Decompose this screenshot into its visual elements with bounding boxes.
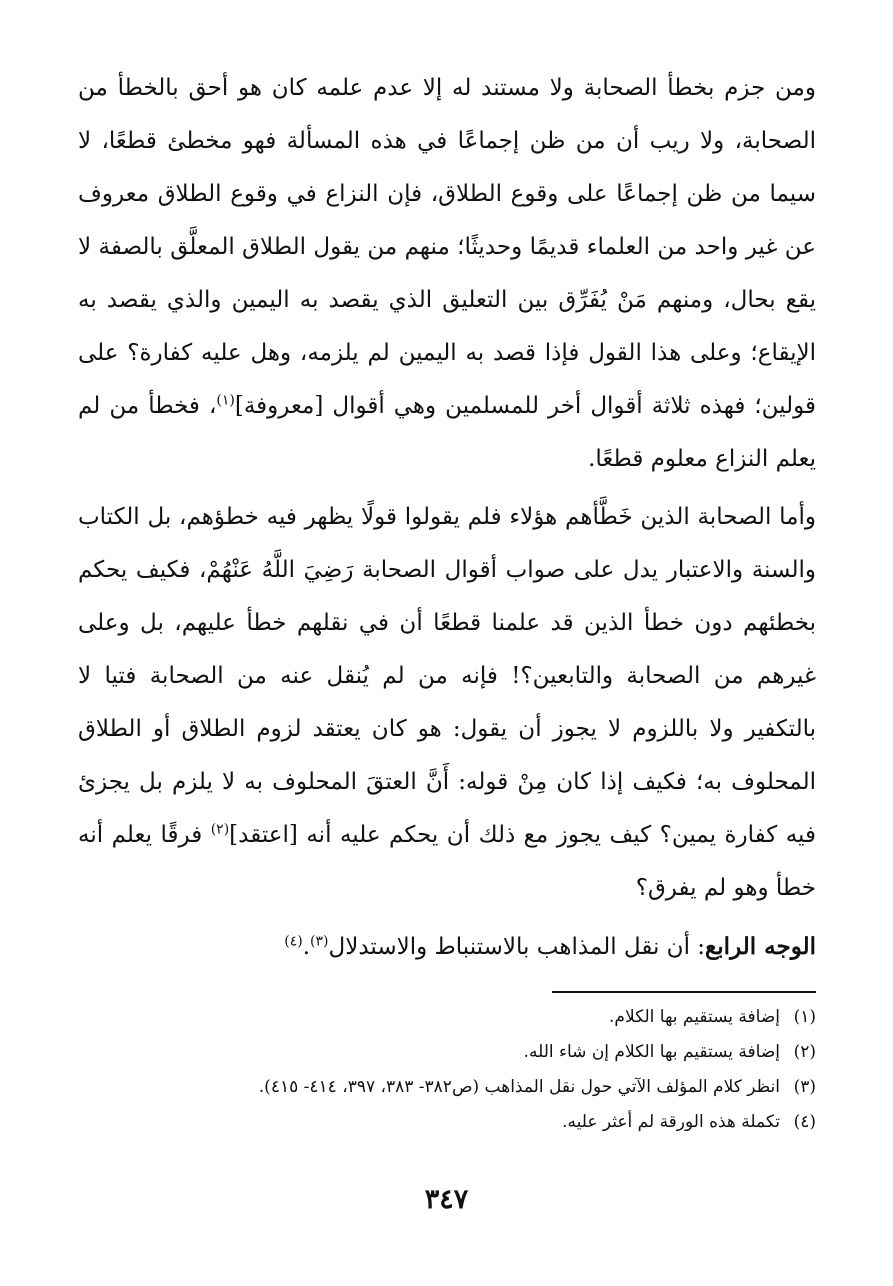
paragraph-2-text: وأما الصحابة الذين خَطَّأهم هؤلاء فلم يقولوا قولًا يظهر فيه خطؤهم، بل الكتاب والسنة والاعتبار يدل على صواب أقوال الصحابة رَضِيَ اللَّهُ عَنْهُمْ، فكيف يحكم بخطئهم دون خطأ الذين قد علمنا قطعًا أن في نقلهم خطأ عليهم، بل وعلى غيرهم من الصحابة والتابعين؟! فإنه من لم يُنقل عنه من الصحابة فتيا لا بالتكفير ولا باللزوم لا يجوز أن يقول: هو كان يعتقد لزوم الطلاق أو الطلاق المحلوف به؛ فكيف إذا كان مِنْ قوله: أَنَّ العتقَ المحلوف به لا يلزم بل يجزئ فيه كفارة يمين؟ كيف يجوز مع ذلك أن يحكم عليه أنه [اعتقد] [78, 504, 816, 848]
footnote-1 [78, 1000, 816, 1035]
footnote-separator [552, 991, 816, 993]
footnote-marker-1[interactable]: (١) [216, 392, 235, 409]
footnotes [78, 1000, 816, 1140]
footnote-4-number: (٤) [793, 1112, 816, 1132]
footnote-4 [78, 1105, 816, 1140]
footnote-1-number: (١) [793, 1007, 816, 1027]
paragraph-1 [78, 62, 816, 486]
footnote-2-text: إضافة يستقيم بها الكلام إن شاء الله. [523, 1042, 780, 1062]
footnote-4-text: تكملة هذه الورقة لم أعثر عليه. [562, 1112, 780, 1132]
paragraph-1-tail: ، فخطأ من لم يعلم النزاع معلوم قطعًا. [78, 393, 816, 472]
section-heading [78, 920, 816, 974]
footnote-marker-3[interactable]: (٣) [310, 933, 329, 950]
section-heading-text: : أن نقل المذاهب بالاستنباط والاستدلال [328, 934, 706, 960]
page-number: ٣٤٧ [424, 1184, 469, 1215]
footnote-marker-4[interactable]: (٤) [284, 933, 303, 950]
paragraph-2 [78, 491, 816, 915]
footnote-marker-2[interactable]: (٢) [210, 821, 230, 838]
footnote-2-number: (٢) [793, 1042, 816, 1062]
footnote-3-number: (٣) [793, 1077, 816, 1097]
footnote-2 [78, 1035, 816, 1070]
footnote-3-text: انظر كلام المؤلف الآتي حول نقل المذاهب (ص٣٨٢- ٣٨٣، ٣٩٧، ٤١٤- ٤١٥). [258, 1077, 780, 1097]
section-heading-label: الوجه الرابع [705, 933, 816, 960]
page-body [78, 62, 816, 974]
footnote-3 [78, 1070, 816, 1105]
paragraph-2-tail: فرقًا يعلم أنه خطأ وهو لم يفرق؟ [78, 822, 816, 901]
section-heading-tail: . [302, 934, 311, 960]
footnote-1-text: إضافة يستقيم بها الكلام. [609, 1007, 780, 1027]
paragraph-1-text: ومن جزم بخطأ الصحابة ولا مستند له إلا عدم علمه كان هو أحق بالخطأ من الصحابة، ولا ريب أن من ظن إجماعًا في هذه المسألة فهو مخطئ قطعًا، لا سيما من ظن إجماعًا على وقوع الطلاق، فإن النزاع في وقوع الطلاق معروف عن غير واحد من العلماء قديمًا وحديثًا؛ منهم من يقول الطلاق المعلَّق بالصفة لا يقع بحال، ومنهم مَنْ يُفَرِّق بين التعليق الذي يقصد به اليمين والذي يقصد به الإيقاع؛ وعلى هذا القول فإذا قصد به اليمين لم يلزمه، وهل عليه كفارة؟ على قولين؛ فهذه ثلاثة أقوال أخر للمسلمين وهي أقوال [معروفة] [78, 75, 817, 419]
